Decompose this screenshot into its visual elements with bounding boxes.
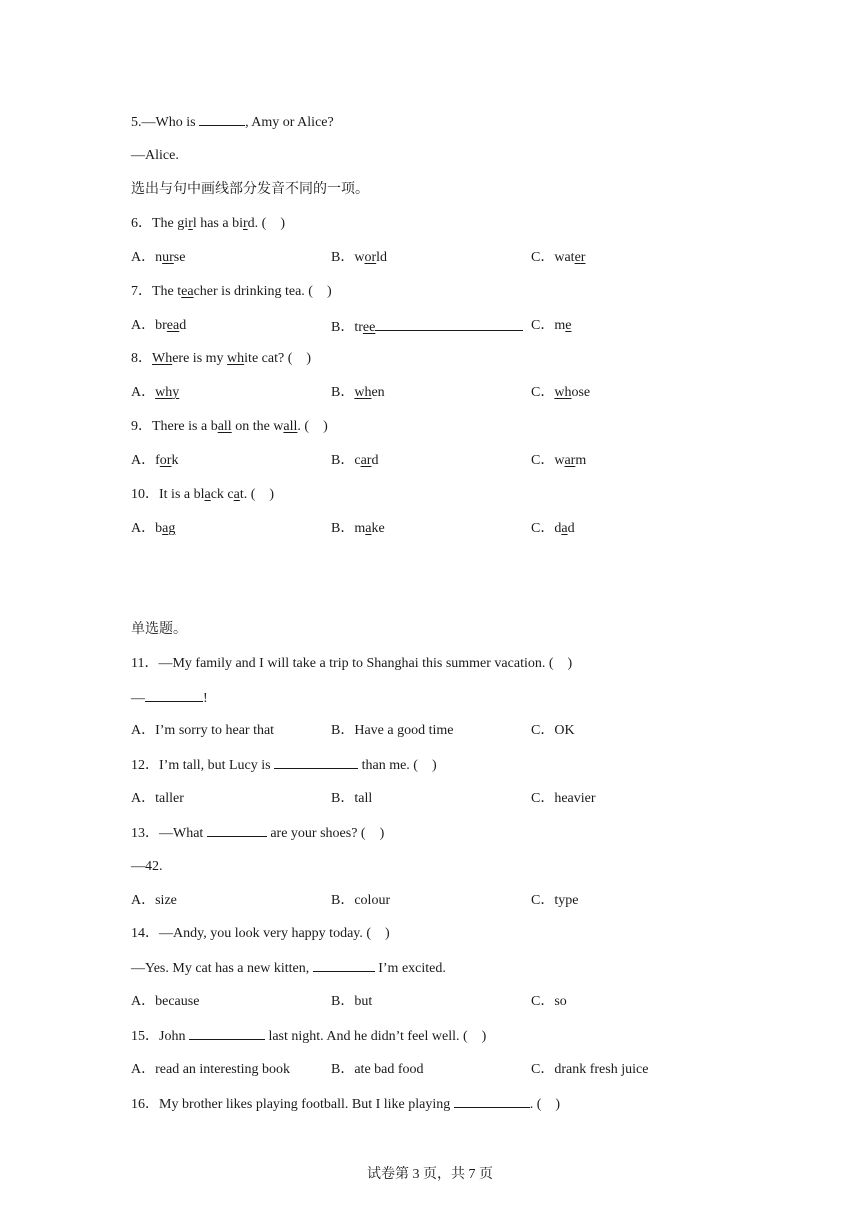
- q12-option-b[interactable]: B．tall: [331, 791, 373, 806]
- question-6: 6．The girl has a bird. ( ): [131, 216, 285, 231]
- question-13: 13．—What are your shoes? ( ): [131, 826, 385, 841]
- q7-option-a[interactable]: A．bread: [131, 318, 187, 333]
- q15-option-c[interactable]: C．drank fresh juice: [531, 1062, 649, 1077]
- q7-option-c[interactable]: C．me: [531, 318, 572, 333]
- q11-option-a[interactable]: A．I’m sorry to hear that: [131, 723, 275, 738]
- question-16: 16．My brother likes playing football. But I like playing . ( ): [131, 1097, 561, 1112]
- answer-blank[interactable]: [274, 756, 358, 769]
- question-11-reply: — !: [131, 691, 208, 706]
- q11-option-c[interactable]: C．OK: [531, 723, 575, 738]
- q12-option-c[interactable]: C．heavier: [531, 791, 596, 806]
- q10-option-b[interactable]: B．make: [331, 521, 385, 536]
- answer-blank[interactable]: [207, 824, 267, 837]
- q6-option-a[interactable]: A．nurse: [131, 250, 186, 265]
- question-11: 11．—My family and I will take a trip to Shanghai this summer vacation. ( ): [131, 656, 573, 671]
- question-5: 5.—Who is , Amy or Alice?: [131, 115, 334, 130]
- question-14: 14．—Andy, you look very happy today. ( ): [131, 926, 390, 941]
- q15-option-a[interactable]: A．read an interesting book: [131, 1062, 291, 1077]
- answer-blank[interactable]: [189, 1027, 265, 1040]
- question-5-answer: —Alice.: [131, 148, 179, 163]
- q14-option-b[interactable]: B．but: [331, 994, 373, 1009]
- question-13-answer: —42.: [131, 859, 163, 874]
- answer-blank[interactable]: [199, 113, 245, 126]
- q10-option-a[interactable]: A．bag: [131, 521, 176, 536]
- q15-option-b[interactable]: B．ate bad food: [331, 1062, 424, 1077]
- q6-option-c[interactable]: C．water: [531, 250, 586, 265]
- section-instruction-choice: 单选题。: [131, 622, 187, 637]
- q9-option-a[interactable]: A．fork: [131, 453, 179, 468]
- question-15: 15．John last night. And he didn’t feel well. ( ): [131, 1029, 487, 1044]
- q14-option-c[interactable]: C．so: [531, 994, 567, 1009]
- q6-option-b[interactable]: B．world: [331, 250, 388, 265]
- question-14-reply: —Yes. My cat has a new kitten, I’m excited.: [131, 961, 446, 976]
- q7-option-b[interactable]: B．tree: [331, 317, 523, 337]
- q8-option-c[interactable]: C．whose: [531, 385, 591, 400]
- answer-blank[interactable]: [145, 689, 203, 702]
- question-10: 10．It is a black cat. ( ): [131, 487, 275, 502]
- q9-option-b[interactable]: B．card: [331, 453, 379, 468]
- q13-option-c[interactable]: C．type: [531, 893, 579, 908]
- q11-option-b[interactable]: B．Have a good time: [331, 723, 454, 738]
- q9-option-c[interactable]: C．warm: [531, 453, 587, 468]
- q8-option-b[interactable]: B．when: [331, 385, 385, 400]
- answer-blank[interactable]: [313, 959, 375, 972]
- question-12: 12．I’m tall, but Lucy is than me. ( ): [131, 758, 437, 773]
- q10-option-c[interactable]: C．dad: [531, 521, 575, 536]
- q8-option-a[interactable]: A．why: [131, 385, 180, 400]
- q12-option-a[interactable]: A．taller: [131, 791, 184, 806]
- section-instruction-pronunciation: 选出与句中画线部分发音不同的一项。: [131, 182, 369, 197]
- question-9: 9．There is a ball on the wall. ( ): [131, 419, 328, 434]
- answer-blank[interactable]: [454, 1095, 530, 1108]
- page-footer: 试卷第 3 页，共 7 页: [367, 1167, 493, 1182]
- q13-option-a[interactable]: A．size: [131, 893, 177, 908]
- q14-option-a[interactable]: A．because: [131, 994, 200, 1009]
- question-8: 8．Where is my white cat? ( ): [131, 351, 312, 366]
- q13-option-b[interactable]: B．colour: [331, 893, 391, 908]
- question-7: 7．The teacher is drinking tea. ( ): [131, 284, 332, 299]
